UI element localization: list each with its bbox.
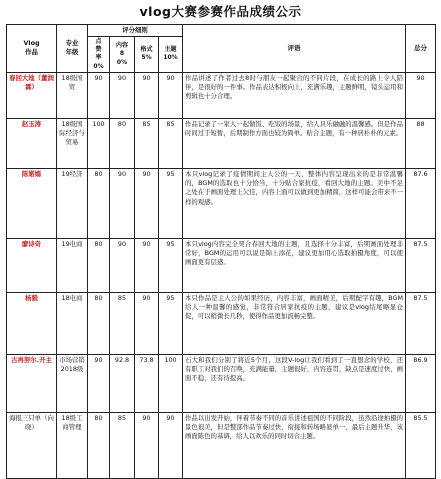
score-theme: 95	[159, 238, 183, 292]
work-name: 赵玉涛	[7, 118, 57, 168]
score-like: 80	[88, 168, 110, 238]
score-content: 85	[110, 292, 135, 354]
class-cell: 18电商	[57, 292, 88, 354]
comment-cell: 本只作品是主人公的如果经历，内容丰富，画面精美，后期配字有趣，BGM给人一种温馨的感觉，非常符合居家抗疫的主题，建议是vlog结尾略显仓促，可以稍微长几秒，使得作品更加流畅完整。	[183, 292, 406, 354]
header-theme: 主题 10%	[159, 37, 183, 72]
table-row	[7, 168, 436, 238]
comment-cell: 石大和我们分别了将近5个月，这段V-log让我们看到了一直想念的学校，还有职工对我们的召唤，充满能量，主题很好，内容连贯，缺点是速度过快，画面不稳，还有待提高。	[183, 354, 406, 412]
score-format: 90	[135, 238, 159, 292]
score-format: 90	[135, 292, 159, 354]
score-theme: 85	[159, 118, 183, 168]
table-row	[7, 238, 436, 292]
total-score: 85.5	[406, 412, 436, 478]
score-content: 80	[110, 118, 135, 168]
score-theme: 90	[159, 412, 183, 478]
header-criteria: 评分细则	[88, 25, 183, 37]
page-title: vlog大赛参赛作品成绩公示	[139, 4, 302, 19]
comment-cell: 作品记录了一家人一起做饭、吃饭的场景，给人具乐融融的温馨感。但是作品时间过于短暂，后期制作方面也较为简单。贴合主题，有一种居朴朴的元素。	[183, 118, 406, 168]
work-name: 古再努尔.开主	[7, 354, 57, 412]
score-like: 90	[88, 72, 110, 118]
table-row	[7, 72, 436, 118]
score-content: 90	[110, 238, 135, 292]
work-name: 海报三只单（向晓）	[7, 412, 57, 478]
work-name: 杨毅	[7, 292, 57, 354]
header-like-rate: 点 赞 率 0%	[88, 37, 110, 72]
score-theme: 100	[159, 354, 183, 412]
score-format: 90	[135, 168, 159, 238]
header-comment: 评语	[183, 25, 406, 73]
header-format: 格式 5%	[135, 37, 159, 72]
work-name: 春回大地（董润霖）	[7, 72, 57, 118]
total-score: 86.9	[406, 354, 436, 412]
score-content: 90	[110, 72, 135, 118]
score-theme: 95	[159, 292, 183, 354]
total-score: 87.5	[406, 292, 436, 354]
comment-cell: 作品以出发开始，伴着节奏不同的音乐讲述祖国的不同阶段，虽然沿途拍摄的景色很美，但是整部作品节奏过快，衔接和转场略显单一，最后主题升华，该画面陈色的基调，给人以欢乐的同时切合主题。	[183, 412, 406, 478]
total-score: 87.6	[406, 168, 436, 238]
score-content: 92.8	[110, 354, 135, 412]
score-content: 85	[110, 412, 135, 478]
score-format: 73.8	[135, 354, 159, 412]
score-format: 90	[135, 412, 159, 478]
comment-cell: 本只vlog内容完全契合春回大地的主题，且选择十分丰富，后期画面处理非常好，BGM的运用可以说是锦上添花，建议更加用心选取拍摄角度，可以使画面更有层感。	[183, 238, 406, 292]
table-row	[7, 412, 436, 478]
class-cell: 市场营销2018级	[57, 354, 88, 412]
total-score: 87.5	[406, 238, 436, 292]
comment-cell: 本只vlog记录了疫情期间主人公的一天，整体内容呈现出来的是非常温馨的，BGM的选取也十分恰当，十分贴合家抗疫，看回大地的主题。美中不足之处在于画面处理上欠佳，内容上面可以做到更加精简，这样可能会带来不一样的观感。	[183, 168, 406, 238]
table-row	[7, 292, 436, 354]
class-cell: 18级国际经济与贸易	[57, 118, 88, 168]
header-content: 内容 8 0%	[110, 37, 135, 72]
table-row	[7, 118, 436, 168]
score-like: 90	[88, 354, 110, 412]
score-like: 80	[88, 412, 110, 478]
score-format: 90	[135, 72, 159, 118]
comment-cell: 作品讲述了作者过去8时与朋友一起聚合的不同片段，在成长的路上令人陪伴，是很好的一件事。作品表达积极向上，充满乐趣，主题鲜明，镜头运用和剪辑也十分合理。	[183, 72, 406, 118]
score-like: 100	[88, 118, 110, 168]
score-format: 85	[135, 118, 159, 168]
class-cell: 19经济	[57, 168, 88, 238]
score-content: 90	[110, 168, 135, 238]
score-theme: 95	[159, 168, 183, 238]
work-name: 陈婼嫣	[7, 168, 57, 238]
class-cell: 19电商	[57, 238, 88, 292]
header-total: 总分	[406, 25, 436, 73]
score-theme: 90	[159, 72, 183, 118]
class-cell: 18级工商管理	[57, 412, 88, 478]
header-work: Vlog 作品	[7, 25, 57, 73]
class-cell: 18级国贸	[57, 72, 88, 118]
score-like: 80	[88, 238, 110, 292]
total-score: 88	[406, 118, 436, 168]
score-table	[6, 24, 436, 479]
score-like: 80	[88, 292, 110, 354]
table-row	[7, 354, 436, 412]
total-score: 90	[406, 72, 436, 118]
work-name: 廖诗奇	[7, 238, 57, 292]
header-class: 专业 年级	[57, 25, 88, 73]
